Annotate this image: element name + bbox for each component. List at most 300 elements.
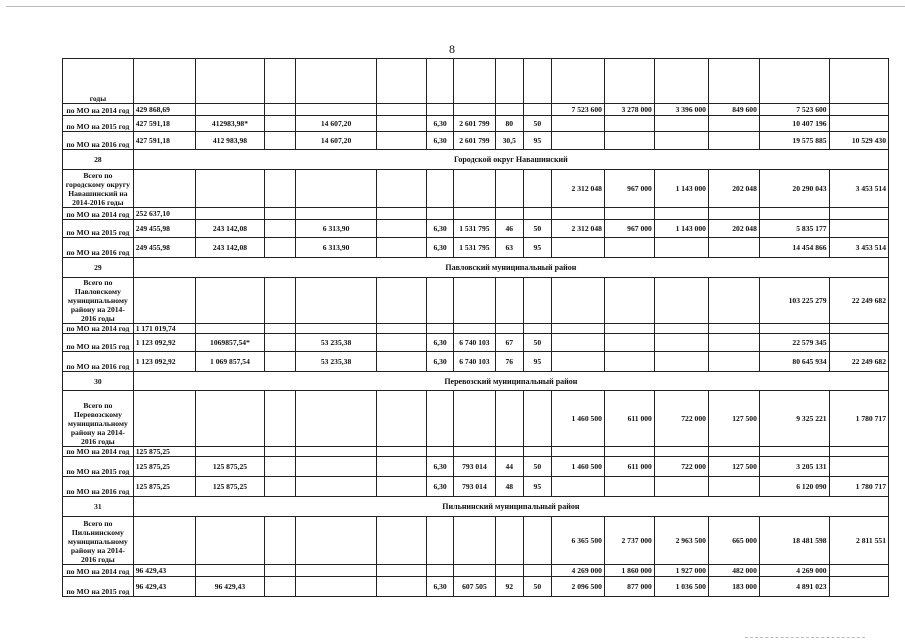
table-row (63, 170, 889, 208)
table-cell: 793 014 (454, 477, 496, 497)
table-row (63, 447, 889, 457)
table-cell (604, 334, 654, 352)
table-cell (523, 104, 551, 116)
table-cell (264, 334, 295, 352)
table-cell (495, 59, 523, 104)
table-cell (551, 132, 604, 150)
row-label-cell: по МО на 2015 год (63, 220, 134, 238)
table-cell: 95 (523, 132, 551, 150)
table-cell (551, 477, 604, 497)
table-row (63, 324, 889, 334)
table-cell (427, 104, 454, 116)
table-cell (495, 447, 523, 457)
table-cell: 1 780 717 (829, 477, 888, 497)
table-cell: 92 (495, 577, 523, 597)
table-cell (296, 565, 377, 577)
table-cell: 6 313,90 (296, 238, 377, 258)
table-cell (829, 334, 888, 352)
table-cell: 3 278 000 (604, 104, 654, 116)
table-cell (264, 477, 295, 497)
row-label-cell: по МО на 2015 год (63, 334, 134, 352)
table-cell: 2 601 799 (454, 116, 496, 132)
table-cell: 1 123 092,92 (133, 352, 195, 372)
row-label-cell: по МО на 2015 год (63, 577, 134, 597)
table-cell (829, 565, 888, 577)
table-cell (427, 447, 454, 457)
table-cell (264, 116, 295, 132)
table-cell (264, 447, 295, 457)
table-cell: 4 269 000 (551, 565, 604, 577)
table-cell (523, 208, 551, 220)
table-cell (495, 170, 523, 208)
table-cell: 125 875,25 (196, 457, 265, 477)
table-cell: 48 (495, 477, 523, 497)
table-cell: 4 891 023 (759, 577, 829, 597)
table-cell (196, 447, 265, 457)
table-row (63, 238, 889, 258)
table-cell: 3 396 000 (654, 104, 708, 116)
table-cell (296, 208, 377, 220)
table-cell (427, 278, 454, 324)
table-cell: 1 143 000 (654, 170, 708, 208)
table-cell: 1 927 000 (654, 565, 708, 577)
table-cell: 22 579 345 (759, 334, 829, 352)
table-cell (377, 116, 427, 132)
table-cell (427, 565, 454, 577)
table-cell (133, 517, 195, 565)
table-cell (604, 238, 654, 258)
table-cell (523, 447, 551, 457)
table-cell: 50 (523, 334, 551, 352)
table-cell: 125 875,25 (196, 477, 265, 497)
table-cell (829, 447, 888, 457)
table-cell (264, 565, 295, 577)
table-cell (708, 324, 759, 334)
table-cell (296, 457, 377, 477)
table-cell: 3 205 131 (759, 457, 829, 477)
table-cell: 412983,98* (196, 116, 265, 132)
table-cell: 6,30 (427, 457, 454, 477)
table-cell (654, 59, 708, 104)
table-cell (377, 577, 427, 597)
table-cell: 10 529 430 (829, 132, 888, 150)
table-cell (654, 278, 708, 324)
table-cell: 607 505 (454, 577, 496, 597)
table-cell: 10 407 196 (759, 116, 829, 132)
table-row (63, 116, 889, 132)
table-cell (427, 170, 454, 208)
table-cell: 427 591,18 (133, 116, 195, 132)
table-cell: 50 (523, 220, 551, 238)
table-cell: 183 000 (708, 577, 759, 597)
row-label-cell: по МО на 2014 год (63, 324, 134, 334)
section-number: 31 (63, 497, 134, 517)
section-title: Перевозский муниципальный район (133, 372, 888, 391)
table-cell (264, 208, 295, 220)
table-body (63, 59, 889, 597)
table-cell (196, 278, 265, 324)
table-cell: 243 142,08 (196, 238, 265, 258)
row-label-cell: по МО на 2014 год (63, 104, 134, 116)
table-cell: 53 235,38 (296, 334, 377, 352)
table-cell: 14 454 866 (759, 238, 829, 258)
table-cell: 53 235,38 (296, 352, 377, 372)
table-cell: 96 429,43 (196, 577, 265, 597)
table-cell: 6,30 (427, 577, 454, 597)
table-cell: 427 591,18 (133, 132, 195, 150)
table-cell (654, 238, 708, 258)
row-label-cell: Всего по Пильнинскому муниципальному району на 2014-2016 годы (63, 517, 134, 565)
table-cell (454, 104, 496, 116)
table-cell (654, 477, 708, 497)
table-cell (708, 352, 759, 372)
row-label-cell: по МО на 2016 год (63, 132, 134, 150)
table-cell: 1 069 857,54 (196, 352, 265, 372)
table-cell: 1 123 092,92 (133, 334, 195, 352)
table-cell (264, 324, 295, 334)
row-label-cell: по МО на 2014 год (63, 208, 134, 220)
table-cell (708, 132, 759, 150)
table-cell (523, 59, 551, 104)
table-cell (604, 116, 654, 132)
table-cell (495, 565, 523, 577)
table-row (63, 334, 889, 352)
table-cell: 5 835 177 (759, 220, 829, 238)
table-cell (296, 477, 377, 497)
table-row (63, 577, 889, 597)
table-cell (759, 447, 829, 457)
table-cell (708, 238, 759, 258)
table-cell (495, 517, 523, 565)
table-cell (495, 324, 523, 334)
table-cell (264, 517, 295, 565)
table-cell (454, 170, 496, 208)
section-number: 29 (63, 258, 134, 278)
table-cell (495, 391, 523, 447)
table-cell (551, 334, 604, 352)
table-cell: 6,30 (427, 238, 454, 258)
table-row (63, 104, 889, 116)
table-cell (604, 447, 654, 457)
table-cell (523, 278, 551, 324)
table-cell (454, 59, 496, 104)
table-row (63, 477, 889, 497)
section-row (63, 258, 889, 278)
table-cell (454, 517, 496, 565)
table-cell (264, 220, 295, 238)
table-cell: 2 601 799 (454, 132, 496, 150)
table-cell: 95 (523, 477, 551, 497)
table-cell: 95 (523, 352, 551, 372)
table-cell (264, 104, 295, 116)
table-cell (604, 132, 654, 150)
table-cell: 6,30 (427, 477, 454, 497)
row-label-cell: по МО на 2016 год (63, 352, 134, 372)
table-cell (708, 447, 759, 457)
table-cell (196, 391, 265, 447)
table-cell (551, 116, 604, 132)
table-cell: 243 142,08 (196, 220, 265, 238)
table-cell (377, 220, 427, 238)
table-cell: 482 000 (708, 565, 759, 577)
table-cell (759, 59, 829, 104)
table-cell: 7 523 600 (759, 104, 829, 116)
table-row (63, 208, 889, 220)
table-cell (604, 324, 654, 334)
table-cell: 4 269 000 (759, 565, 829, 577)
table-cell (551, 324, 604, 334)
table-cell (829, 220, 888, 238)
row-label-cell: по МО на 2014 год (63, 447, 134, 457)
table-cell (377, 324, 427, 334)
table-cell: 76 (495, 352, 523, 372)
table-cell (551, 238, 604, 258)
table-cell (377, 278, 427, 324)
table-cell (427, 208, 454, 220)
table-cell: 429 868,69 (133, 104, 195, 116)
table-cell: 1 780 717 (829, 391, 888, 447)
table-cell (523, 170, 551, 208)
table-cell (454, 447, 496, 457)
table-cell (377, 391, 427, 447)
table-cell (829, 208, 888, 220)
table-cell (133, 391, 195, 447)
table-cell: 22 249 682 (829, 278, 888, 324)
row-label-cell: годы (63, 59, 134, 104)
table-cell (377, 208, 427, 220)
table-cell (296, 278, 377, 324)
table-cell: 249 455,98 (133, 220, 195, 238)
table-cell (829, 457, 888, 477)
table-cell: 7 523 600 (551, 104, 604, 116)
table-cell: 6 313,90 (296, 220, 377, 238)
table-cell (296, 391, 377, 447)
table-cell (708, 59, 759, 104)
table-cell: 722 000 (654, 457, 708, 477)
table-cell (133, 59, 195, 104)
table-cell (377, 334, 427, 352)
table-cell (196, 517, 265, 565)
table-cell (133, 278, 195, 324)
table-cell (829, 324, 888, 334)
table-cell (296, 104, 377, 116)
table-cell: 3 453 514 (829, 170, 888, 208)
table-cell: 1 460 500 (551, 457, 604, 477)
table-cell (296, 517, 377, 565)
table-cell: 6,30 (427, 352, 454, 372)
page-number: 8 (449, 42, 455, 56)
table-cell (654, 324, 708, 334)
table-cell (427, 517, 454, 565)
table-cell (551, 447, 604, 457)
table-cell (377, 352, 427, 372)
table-cell (454, 208, 496, 220)
row-label-cell: по МО на 2015 год (63, 116, 134, 132)
table-cell (264, 238, 295, 258)
table-cell: 6,30 (427, 116, 454, 132)
table-cell: 2 737 000 (604, 517, 654, 565)
section-number: 28 (63, 150, 134, 170)
table-cell: 50 (523, 457, 551, 477)
table-cell: 6 120 090 (759, 477, 829, 497)
table-cell: 9 325 221 (759, 391, 829, 447)
table-cell: 30,5 (495, 132, 523, 150)
table-cell (264, 278, 295, 324)
table-cell (264, 59, 295, 104)
table-cell (604, 59, 654, 104)
table-cell: 103 225 279 (759, 278, 829, 324)
table-cell: 793 014 (454, 457, 496, 477)
table-cell: 2 312 048 (551, 220, 604, 238)
table-cell: 80 (495, 116, 523, 132)
table-cell (196, 324, 265, 334)
table-cell: 202 048 (708, 170, 759, 208)
table-cell: 1 171 019,74 (133, 324, 195, 334)
table-cell (264, 577, 295, 597)
page-top-rule (6, 6, 905, 7)
table-cell: 96 429,43 (133, 577, 195, 597)
table-cell: 6,30 (427, 132, 454, 150)
table-cell (551, 59, 604, 104)
table-cell (829, 116, 888, 132)
table-cell (551, 278, 604, 324)
table-cell: 849 600 (708, 104, 759, 116)
table-cell: 1069857,54* (196, 334, 265, 352)
table-cell: 6,30 (427, 334, 454, 352)
table-cell (296, 447, 377, 457)
table-cell: 1 036 500 (654, 577, 708, 597)
table-cell (523, 391, 551, 447)
table-cell: 125 875,25 (133, 477, 195, 497)
table-cell (264, 132, 295, 150)
table-cell: 1 531 795 (454, 238, 496, 258)
row-label-cell: по МО на 2015 год (63, 457, 134, 477)
table-row (63, 278, 889, 324)
table-cell (196, 170, 265, 208)
table-row (63, 220, 889, 238)
row-label-cell: Всего по Перевозскому муниципальному району на 2014-2016 годы (63, 391, 134, 447)
table-cell: 3 453 514 (829, 238, 888, 258)
table-cell (654, 447, 708, 457)
table-cell: 2 963 500 (654, 517, 708, 565)
table-cell (708, 116, 759, 132)
table-cell: 125 875,25 (133, 447, 195, 457)
table-cell: 127 500 (708, 391, 759, 447)
table-cell (377, 517, 427, 565)
table-cell: 1 860 000 (604, 565, 654, 577)
table-cell (708, 334, 759, 352)
table-cell: 249 455,98 (133, 238, 195, 258)
table-cell (296, 324, 377, 334)
table-cell (654, 116, 708, 132)
table-cell: 14 607,20 (296, 132, 377, 150)
table-cell (654, 334, 708, 352)
table-cell (495, 208, 523, 220)
table-cell (377, 447, 427, 457)
table-cell (708, 477, 759, 497)
table-cell: 50 (523, 577, 551, 597)
table-cell (604, 278, 654, 324)
table-cell (654, 132, 708, 150)
table-cell: 95 (523, 238, 551, 258)
table-cell (829, 577, 888, 597)
table-cell (377, 104, 427, 116)
table-cell (296, 577, 377, 597)
table-cell: 19 575 885 (759, 132, 829, 150)
table-cell: 412 983,98 (196, 132, 265, 150)
table-cell (196, 104, 265, 116)
section-title: Городской округ Навашинский (133, 150, 888, 170)
table-cell (264, 391, 295, 447)
table-cell (264, 352, 295, 372)
table-cell: 20 290 043 (759, 170, 829, 208)
section-row (63, 372, 889, 391)
section-row (63, 150, 889, 170)
table-cell (523, 517, 551, 565)
table-cell (196, 208, 265, 220)
row-label-cell: Всего по Павловскому муниципальному району на 2014-2016 годы (63, 278, 134, 324)
table-cell (377, 132, 427, 150)
table-cell: 967 000 (604, 220, 654, 238)
row-label-cell: по МО на 2016 год (63, 477, 134, 497)
table-row (63, 352, 889, 372)
table-cell: 127 500 (708, 457, 759, 477)
table-cell (654, 352, 708, 372)
table-row (63, 565, 889, 577)
table-cell: 63 (495, 238, 523, 258)
table-cell: 6 740 103 (454, 352, 496, 372)
table-cell: 1 143 000 (654, 220, 708, 238)
table-cell (427, 391, 454, 447)
table-cell (377, 238, 427, 258)
table-row (63, 457, 889, 477)
table-cell (264, 457, 295, 477)
table-cell: 14 607,20 (296, 116, 377, 132)
table-cell (377, 565, 427, 577)
table-cell (708, 278, 759, 324)
table-cell: 722 000 (654, 391, 708, 447)
table-cell (133, 170, 195, 208)
table-cell: 2 312 048 (551, 170, 604, 208)
table-cell: 252 637,10 (133, 208, 195, 220)
table-cell (523, 565, 551, 577)
table-cell: 611 000 (604, 391, 654, 447)
table-cell (454, 278, 496, 324)
table-cell (759, 324, 829, 334)
budget-allocation-table (62, 58, 889, 597)
table-cell: 22 249 682 (829, 352, 888, 372)
table-cell (377, 477, 427, 497)
table-cell: 2 096 500 (551, 577, 604, 597)
table-cell (427, 59, 454, 104)
table-cell (377, 59, 427, 104)
table-row (63, 391, 889, 447)
table-cell (495, 104, 523, 116)
row-label-cell: Всего по городскому округу Навашинский на 2014-2016 годы (63, 170, 134, 208)
table-cell: 611 000 (604, 457, 654, 477)
table-row (63, 132, 889, 150)
table-cell: 125 875,25 (133, 457, 195, 477)
table-cell (604, 477, 654, 497)
section-row (63, 497, 889, 517)
table-cell: 6 740 103 (454, 334, 496, 352)
table-cell: 46 (495, 220, 523, 238)
table-cell (196, 565, 265, 577)
table-cell (377, 457, 427, 477)
table-cell (296, 59, 377, 104)
table-cell (196, 59, 265, 104)
table-cell (604, 208, 654, 220)
